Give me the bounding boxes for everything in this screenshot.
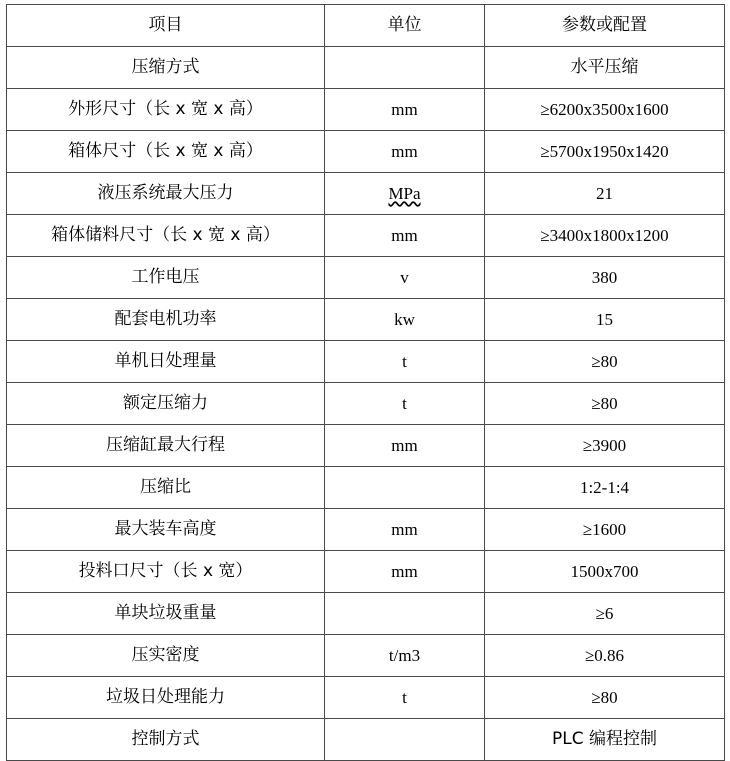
table-row (7, 257, 725, 299)
cell-item: 压缩方式 (7, 47, 325, 89)
table-row (7, 719, 725, 761)
cell-item: 额定压缩力 (7, 383, 325, 425)
table-row (7, 635, 725, 677)
table-row (7, 383, 725, 425)
cell-value: ≥5700x1950x1420 (485, 131, 725, 173)
cell-value: ≥80 (485, 341, 725, 383)
cell-value: 水平压缩 (485, 47, 725, 89)
cell-item: 箱体储料尺寸（长 x 宽 x 高） (7, 215, 325, 257)
cell-unit: MPa (325, 173, 485, 215)
cell-unit (325, 467, 485, 509)
cell-item: 投料口尺寸（长 x 宽） (7, 551, 325, 593)
specification-table (6, 4, 725, 761)
column-header-item: 项目 (7, 5, 325, 47)
table-header-row (7, 5, 725, 47)
cell-value: ≥6200x3500x1600 (485, 89, 725, 131)
cell-unit: t (325, 677, 485, 719)
cell-value: 21 (485, 173, 725, 215)
cell-item: 箱体尺寸（长 x 宽 x 高） (7, 131, 325, 173)
cell-unit: t (325, 383, 485, 425)
cell-item: 压缩比 (7, 467, 325, 509)
cell-unit: v (325, 257, 485, 299)
cell-unit: mm (325, 551, 485, 593)
cell-value: ≥1600 (485, 509, 725, 551)
table-row (7, 341, 725, 383)
column-header-value: 参数或配置 (485, 5, 725, 47)
cell-item: 单块垃圾重量 (7, 593, 325, 635)
cell-item: 单机日处理量 (7, 341, 325, 383)
table-row (7, 593, 725, 635)
cell-value: 1:2-1:4 (485, 467, 725, 509)
cell-unit: t (325, 341, 485, 383)
table-row (7, 173, 725, 215)
cell-item: 最大装车高度 (7, 509, 325, 551)
cell-unit (325, 593, 485, 635)
cell-item: 液压系统最大压力 (7, 173, 325, 215)
cell-item: 控制方式 (7, 719, 325, 761)
cell-value: 1500x700 (485, 551, 725, 593)
cell-unit: mm (325, 131, 485, 173)
cell-item: 工作电压 (7, 257, 325, 299)
cell-item: 外形尺寸（长 x 宽 x 高） (7, 89, 325, 131)
cell-unit: mm (325, 215, 485, 257)
cell-item: 垃圾日处理能力 (7, 677, 325, 719)
table-row (7, 509, 725, 551)
table-row (7, 89, 725, 131)
cell-value: ≥6 (485, 593, 725, 635)
cell-item: 压缩缸最大行程 (7, 425, 325, 467)
cell-value: ≥0.86 (485, 635, 725, 677)
cell-item: 配套电机功率 (7, 299, 325, 341)
cell-value: ≥80 (485, 677, 725, 719)
cell-item: 压实密度 (7, 635, 325, 677)
cell-unit: kw (325, 299, 485, 341)
cell-unit (325, 47, 485, 89)
cell-value: 15 (485, 299, 725, 341)
table-row (7, 131, 725, 173)
table-row (7, 47, 725, 89)
table-row (7, 215, 725, 257)
table-body (7, 47, 725, 761)
table-row (7, 677, 725, 719)
table-row (7, 299, 725, 341)
table-header (7, 5, 725, 47)
cell-unit (325, 719, 485, 761)
cell-unit: mm (325, 425, 485, 467)
cell-unit: mm (325, 509, 485, 551)
cell-value: ≥3900 (485, 425, 725, 467)
table-row (7, 425, 725, 467)
table-row (7, 551, 725, 593)
cell-value: ≥80 (485, 383, 725, 425)
column-header-unit: 单位 (325, 5, 485, 47)
cell-value: ≥3400x1800x1200 (485, 215, 725, 257)
cell-unit: mm (325, 89, 485, 131)
cell-unit: t/m3 (325, 635, 485, 677)
cell-value: PLC 编程控制 (485, 719, 725, 761)
cell-value: 380 (485, 257, 725, 299)
table-row (7, 467, 725, 509)
